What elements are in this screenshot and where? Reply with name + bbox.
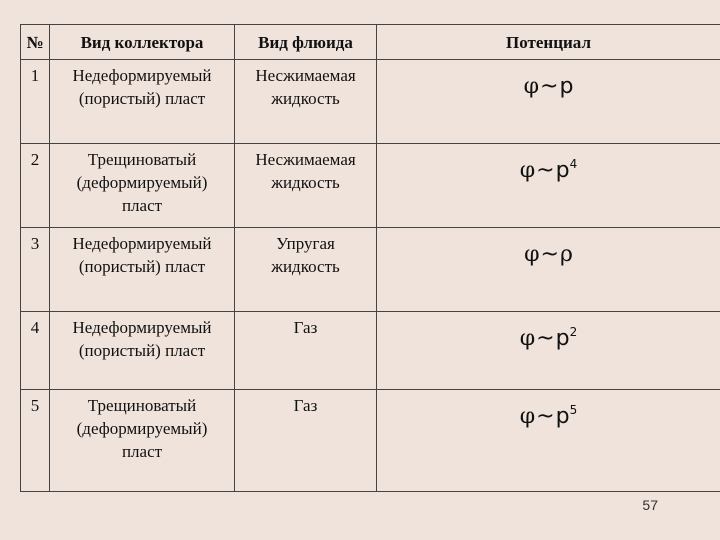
fluid-cell <box>235 144 377 228</box>
table-row <box>21 312 720 390</box>
pressure-variable: p <box>555 404 570 429</box>
collector-cell <box>50 144 235 228</box>
pressure-variable: p <box>555 326 570 351</box>
page-number: 57 <box>642 497 658 513</box>
pressure-variable: p <box>559 74 574 99</box>
potential-cell <box>377 312 720 390</box>
tilde-symbol: ~ <box>536 158 555 183</box>
row-number: 5 <box>21 390 50 492</box>
fluid-line: Газ <box>293 318 318 337</box>
fluid-cell <box>235 312 377 390</box>
table-row <box>21 60 720 144</box>
potential-cell <box>377 144 720 228</box>
phi-symbol: φ <box>519 326 536 351</box>
fluid-line: Газ <box>293 396 318 415</box>
collector-cell <box>50 390 235 492</box>
potential-table <box>20 24 720 492</box>
exponent: 2 <box>569 325 578 339</box>
potential-cell <box>377 60 720 144</box>
row-number: 3 <box>21 228 50 312</box>
tilde-symbol: ~ <box>540 74 559 99</box>
phi-symbol: φ <box>524 242 540 267</box>
collector-cell <box>50 228 235 312</box>
collector-line: (деформируемый) <box>76 173 208 192</box>
fluid-line: Несжимаемая <box>255 66 356 85</box>
phi-symbol: φ <box>519 158 536 183</box>
potential-cell <box>377 390 720 492</box>
header-fluid-type: Вид флюида <box>235 25 377 60</box>
row-number: 1 <box>21 60 50 144</box>
phi-symbol: φ <box>519 404 536 429</box>
header-row <box>21 25 720 60</box>
collector-line: Трещиноватый <box>87 396 197 415</box>
tilde-symbol: ~ <box>536 326 555 351</box>
fluid-line: жидкость <box>271 257 340 276</box>
collector-line: (пористый) пласт <box>78 257 206 276</box>
collector-line: пласт <box>121 442 163 461</box>
potential-formula <box>524 242 573 267</box>
collector-line: пласт <box>121 196 163 215</box>
fluid-cell <box>235 228 377 312</box>
density-variable: ρ <box>559 242 573 267</box>
table-row <box>21 144 720 228</box>
fluid-line: Несжимаемая <box>255 150 356 169</box>
header-collector-type: Вид коллектора <box>50 25 235 60</box>
potential-formula <box>520 404 577 429</box>
potential-formula <box>520 158 577 183</box>
fluid-line: жидкость <box>271 173 340 192</box>
collector-line: (деформируемый) <box>76 419 208 438</box>
collector-line: Трещиноватый <box>87 150 197 169</box>
table-row <box>21 390 720 492</box>
collector-line: Недеформируемый <box>72 234 212 253</box>
header-number: № <box>21 25 50 60</box>
exponent: 5 <box>569 403 578 417</box>
pressure-variable: p <box>555 158 570 183</box>
fluid-line: Упругая <box>276 234 335 253</box>
collector-cell <box>50 60 235 144</box>
row-number: 4 <box>21 312 50 390</box>
table-row <box>21 228 720 312</box>
potential-formula <box>524 74 574 99</box>
potential-formula <box>520 326 577 351</box>
fluid-cell <box>235 390 377 492</box>
potential-cell <box>377 228 720 312</box>
fluid-cell <box>235 60 377 144</box>
collector-line: (пористый) пласт <box>78 341 206 360</box>
row-number: 2 <box>21 144 50 228</box>
collector-cell <box>50 312 235 390</box>
collector-line: Недеформируемый <box>72 66 212 85</box>
fluid-line: жидкость <box>271 89 340 108</box>
collector-line: Недеформируемый <box>72 318 212 337</box>
tilde-symbol: ~ <box>536 404 555 429</box>
phi-symbol: φ <box>523 74 539 99</box>
exponent: 4 <box>569 157 578 171</box>
collector-line: (пористый) пласт <box>78 89 206 108</box>
tilde-symbol: ~ <box>540 242 559 267</box>
header-potential: Потенциал <box>377 25 720 60</box>
